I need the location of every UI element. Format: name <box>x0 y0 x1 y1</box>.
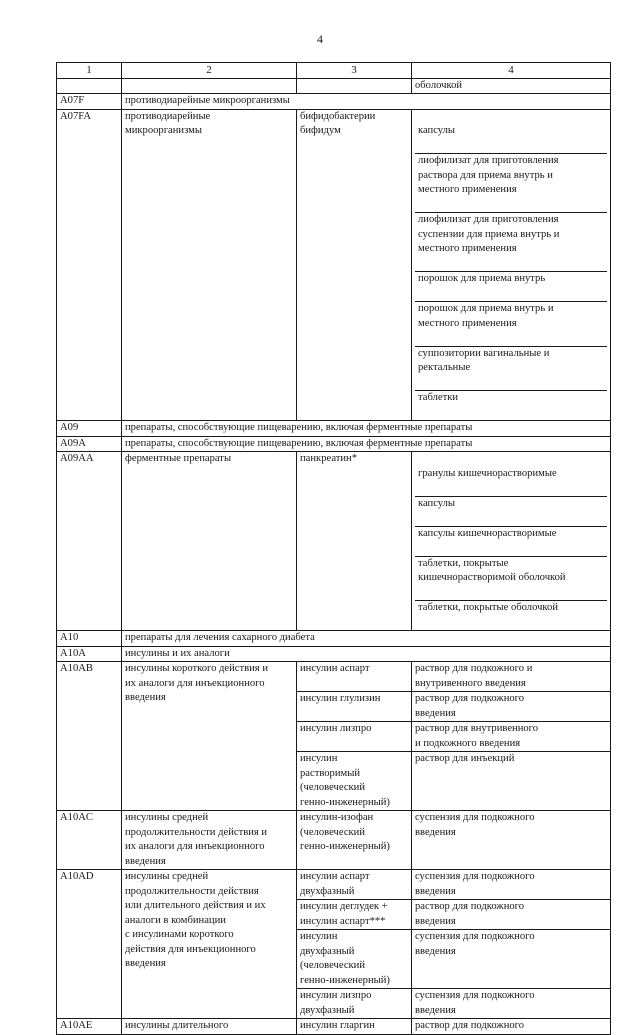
atc-group-name: инсулины длительного <box>122 1019 297 1035</box>
atc-code: A09 <box>57 421 122 437</box>
dosage-form: суспензия для подкожного введения <box>412 870 611 900</box>
dosage-form: раствор для подкожного <box>412 1019 611 1035</box>
dosage-form: порошок для приема внутрь и местного применения <box>415 301 607 331</box>
dosage-form: капсулы кишечнорастворимые <box>415 526 607 542</box>
drug-table <box>56 62 611 1035</box>
atc-code: A07F <box>57 94 122 110</box>
table-row <box>57 646 611 662</box>
table-row <box>57 421 611 437</box>
atc-group-name: инсулины средней продолжительности действия и их аналоги для инъекционного введения <box>122 811 297 870</box>
substance-name: инсулин лизпро <box>297 722 412 752</box>
atc-code: A10A <box>57 646 122 662</box>
dosage-form: раствор для подкожного введения <box>412 692 611 722</box>
page-number: 4 <box>317 32 323 46</box>
dosage-form: капсулы <box>418 125 456 136</box>
header-col-2: 2 <box>122 63 297 79</box>
atc-code: A10AB <box>57 662 122 811</box>
header-col-4: 4 <box>412 63 611 79</box>
dosage-form: раствор для подкожного введения <box>412 900 611 930</box>
atc-group-name: инсулины короткого действия и их аналоги для инъекционного введения <box>122 662 297 811</box>
atc-code: A10AD <box>57 870 122 1019</box>
table-row <box>57 811 611 870</box>
table-row <box>57 109 611 421</box>
header-col-3: 3 <box>297 63 412 79</box>
dosage-forms <box>412 452 611 631</box>
atc-code: A10AE <box>57 1019 122 1035</box>
dosage-form: таблетки, покрытые кишечнорастворимой оболочкой <box>415 556 607 586</box>
dosage-form: гранулы кишечнорастворимые <box>418 467 557 479</box>
substance-name: инсулин лизпро двухфазный <box>297 989 412 1019</box>
substance-name: бифидобактерии бифидум <box>297 109 412 421</box>
dosage-form: порошок для приема внутрь <box>415 271 607 287</box>
table-row <box>57 631 611 647</box>
dosage-form: таблетки <box>415 390 607 406</box>
table-row <box>57 870 611 900</box>
atc-code: A09AA <box>57 452 122 631</box>
table-row <box>57 94 611 110</box>
dosage-form: раствор для внутривенного и подкожного введения <box>412 722 611 752</box>
substance-name: инсулин двухфазный (человеческий генно-инженерный) <box>297 930 412 989</box>
atc-code: A09A <box>57 436 122 452</box>
dosage-form: оболочкой <box>412 78 611 94</box>
atc-code: A10AC <box>57 811 122 870</box>
atc-group-name: инсулины средней продолжительности действия или длительного действия и их аналоги в комбинации с инсулинами короткого действия для инъекционного введения <box>122 870 297 1019</box>
atc-group-name: противодиарейные микроорганизмы <box>122 109 297 421</box>
atc-group-name: препараты, способствующие пищеварению, включая ферментные препараты <box>122 436 611 452</box>
atc-group-name: противодиарейные микроорганизмы <box>122 94 611 110</box>
substance-name: инсулин аспарт двухфазный <box>297 870 412 900</box>
atc-group-name: препараты для лечения сахарного диабета <box>122 631 611 647</box>
atc-code: A07FA <box>57 109 122 421</box>
substance-name: инсулин растворимый (человеческий генно-инженерный) <box>297 752 412 811</box>
dosage-form: капсулы <box>415 496 607 512</box>
dosage-form: лиофилизат для приготовления раствора для приема внутрь и местного применения <box>415 153 607 198</box>
dosage-forms <box>412 109 611 421</box>
dosage-form: суппозитории вагинальные и ректальные <box>415 346 607 376</box>
dosage-form: суспензия для подкожного введения <box>412 930 611 989</box>
table-header-row <box>57 63 611 79</box>
substance-name: инсулин гларгин <box>297 1019 412 1035</box>
dosage-form: раствор для инъекций <box>412 752 611 811</box>
atc-code: A10 <box>57 631 122 647</box>
atc-group-name: инсулины и их аналоги <box>122 646 611 662</box>
substance-name: инсулин деглудек + инсулин аспарт*** <box>297 900 412 930</box>
substance-name: панкреатин* <box>297 452 412 631</box>
table-row <box>57 1019 611 1035</box>
dosage-form: лиофилизат для приготовления суспензии для приема внутрь и местного применения <box>415 212 607 257</box>
table-row <box>57 78 611 94</box>
atc-group-name: препараты, способствующие пищеварению, включая ферментные препараты <box>122 421 611 437</box>
table-row <box>57 436 611 452</box>
header-col-1: 1 <box>57 63 122 79</box>
atc-group-name: ферментные препараты <box>122 452 297 631</box>
substance-name: инсулин аспарт <box>297 662 412 692</box>
table-row <box>57 662 611 692</box>
dosage-form: суспензия для подкожного введения <box>412 811 611 870</box>
substance-name: инсулин-изофан (человеческий генно-инженерный) <box>297 811 412 870</box>
dosage-form: таблетки, покрытые оболочкой <box>415 600 607 616</box>
table-row <box>57 452 611 631</box>
dosage-form: суспензия для подкожного введения <box>412 989 611 1019</box>
dosage-form: раствор для подкожного и внутривенного введения <box>412 662 611 692</box>
substance-name: инсулин глулизин <box>297 692 412 722</box>
